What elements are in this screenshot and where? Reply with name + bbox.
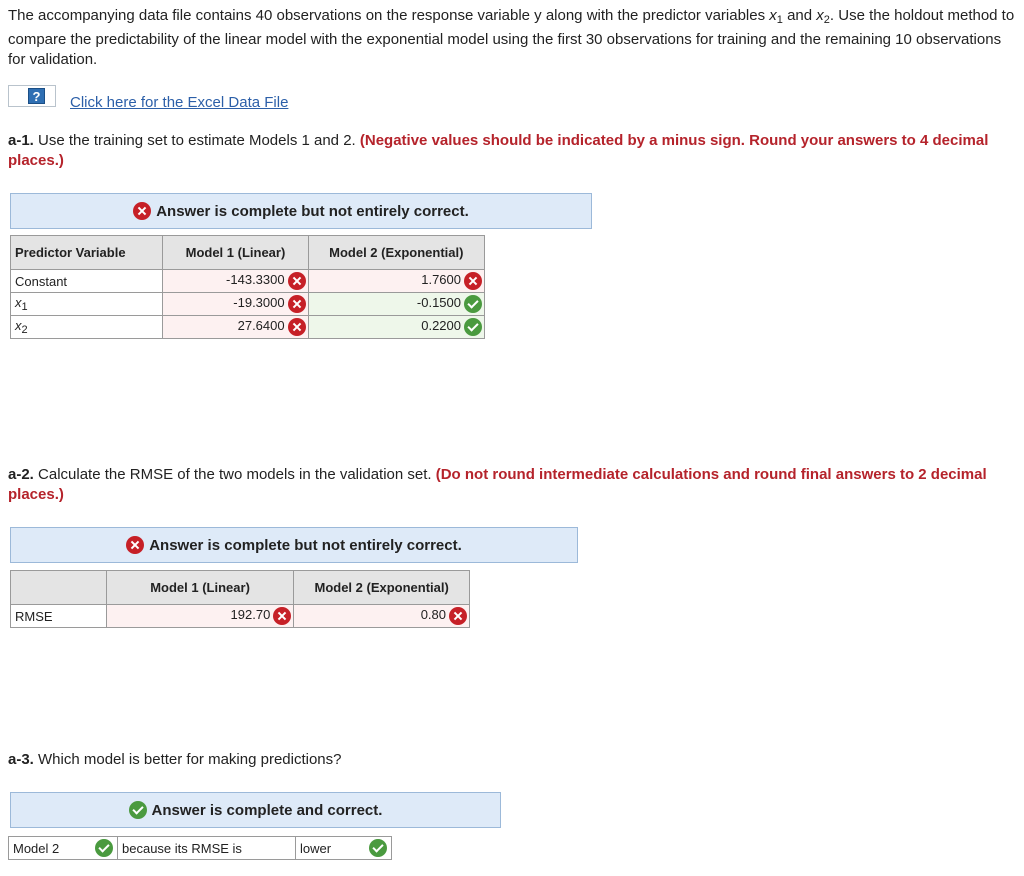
incorrect-icon	[288, 295, 306, 313]
model2-x1-input[interactable]	[308, 293, 484, 316]
header-model2: Model 2 (Exponential)	[294, 571, 470, 605]
a1-question	[8, 131, 1008, 171]
help-button[interactable]	[8, 85, 56, 107]
rmse-direction-select[interactable]	[295, 836, 392, 860]
model1-x2-input[interactable]	[163, 316, 308, 339]
incorrect-icon	[273, 607, 291, 625]
model2-x1-value: -0.1500	[416, 295, 461, 311]
a2-table	[10, 570, 470, 628]
model2-constant-value: 1.7600	[421, 272, 461, 288]
a3-answer-row	[8, 836, 392, 860]
model1-x1-input[interactable]	[163, 293, 308, 316]
correct-icon	[464, 295, 482, 313]
correct-icon	[129, 801, 147, 819]
model2-x2-value: 0.2200	[421, 318, 461, 334]
a3-question	[8, 750, 1008, 770]
model1-x1-value: -19.3000	[233, 295, 285, 311]
incorrect-icon	[288, 318, 306, 336]
a2-result-banner	[10, 527, 578, 563]
header-model1: Model 1 (Linear)	[106, 571, 294, 605]
incorrect-icon	[449, 607, 467, 625]
a2-note: (Do not round intermediate calculations and round final answers to 2 decimal places.)	[8, 466, 987, 503]
correct-icon	[369, 839, 387, 857]
intro-and: and	[782, 7, 817, 24]
a1-text: Use the training set to estimate Models 1 and 2.	[33, 132, 360, 149]
model-select-value: Model 2	[13, 840, 60, 856]
x1-var: x	[769, 7, 777, 24]
excel-data-link[interactable]: Click here for the Excel Data File	[70, 94, 289, 111]
row-label-x2	[11, 316, 163, 339]
rmse-direction-value: lower	[300, 840, 332, 856]
a2-banner-text: Answer is complete but not entirely correct.	[149, 536, 462, 554]
a2-text: Calculate the RMSE of the two models in the validation set.	[33, 466, 436, 483]
a2-question	[8, 465, 1008, 505]
x1-row-var: x	[15, 295, 22, 310]
model2-rmse-input[interactable]	[294, 605, 470, 628]
model1-constant-input[interactable]	[163, 270, 308, 293]
model2-constant-input[interactable]	[308, 270, 484, 293]
a3-banner-text: Answer is complete and correct.	[151, 801, 383, 819]
model-select[interactable]	[8, 836, 118, 860]
x1-sub: 1	[776, 14, 783, 26]
x2-row-sub: 2	[21, 324, 28, 336]
question-intro	[8, 6, 1016, 70]
incorrect-icon	[464, 272, 482, 290]
incorrect-icon	[126, 536, 144, 554]
a1-result-banner	[10, 193, 592, 229]
model1-constant-value: -143.3300	[226, 272, 285, 288]
header-model2: Model 2 (Exponential)	[308, 236, 484, 270]
x2-var: x	[816, 7, 824, 24]
header-predictor: Predictor Variable	[11, 236, 163, 270]
a1-table	[10, 235, 485, 339]
a1-label: a-1.	[8, 132, 34, 149]
intro-text-1: The accompanying data file contains 40 observations on the response variable y along with the predictor variables	[8, 7, 770, 24]
because-phrase: because its RMSE is	[122, 840, 242, 856]
x2-sub: 2	[823, 14, 830, 26]
x2-row-var: x	[15, 318, 22, 333]
header-model1: Model 1 (Linear)	[163, 236, 308, 270]
help-icon: ?	[28, 88, 45, 104]
header-empty	[11, 571, 107, 605]
model1-rmse-value: 192.70	[230, 607, 271, 623]
intro-text-2: . Use the holdout method to compare the predictability of the linear model with the exponential model using the first 30 observations for training and the remaining 10 observations for validation.	[8, 7, 1015, 68]
phrase-box	[118, 836, 295, 860]
row-label-rmse: RMSE	[11, 605, 107, 628]
row-label-x1	[11, 293, 163, 316]
correct-icon	[464, 318, 482, 336]
model2-rmse-value: 0.80	[420, 607, 446, 623]
a1-note: (Negative values should be indicated by a minus sign. Round your answers to 4 decimal places.)	[8, 132, 989, 169]
incorrect-icon	[288, 272, 306, 290]
a3-label: a-3.	[8, 751, 34, 768]
a2-label: a-2.	[8, 466, 34, 483]
correct-icon	[95, 839, 113, 857]
a3-text: Which model is better for making predictions?	[33, 751, 342, 768]
model1-rmse-input[interactable]	[106, 605, 294, 628]
row-label-constant: Constant	[11, 270, 163, 293]
a3-result-banner	[10, 792, 501, 828]
a1-banner-text: Answer is complete but not entirely correct.	[156, 202, 469, 220]
model2-x2-input[interactable]	[308, 316, 484, 339]
model1-x2-value: 27.6400	[237, 318, 285, 334]
x1-row-sub: 1	[21, 301, 28, 313]
incorrect-icon	[133, 202, 151, 220]
